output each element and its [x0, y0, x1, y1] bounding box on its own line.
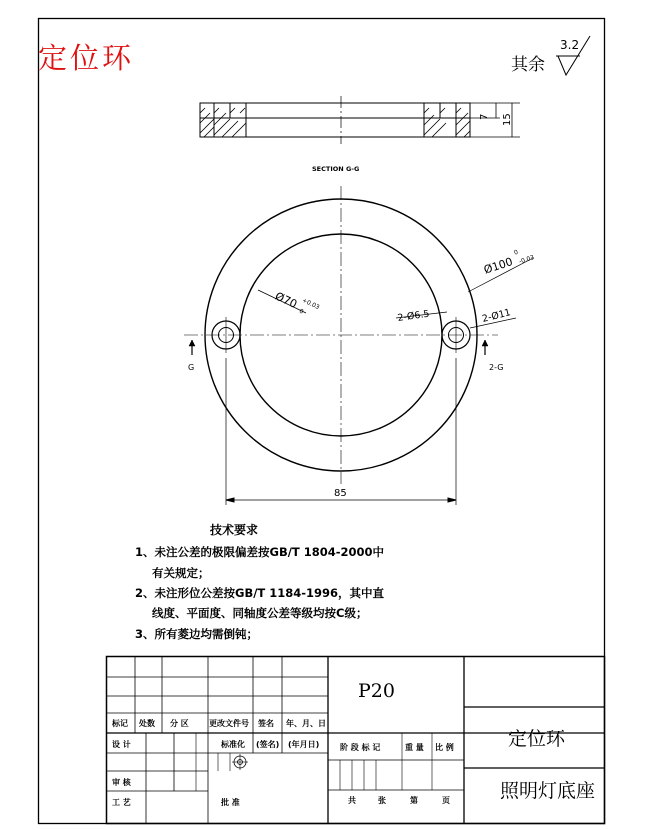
sheet-total-label: 共	[348, 796, 356, 805]
svg-text:+0.03: +0.03	[300, 296, 321, 312]
roughness-value: 3.2	[560, 38, 580, 52]
date-label: (年月日)	[288, 740, 320, 749]
dim-thick-small: 7	[479, 113, 490, 120]
page-label: 页	[442, 796, 450, 805]
rev-header-count: 处数	[139, 719, 155, 728]
dim-inner-diameter	[273, 286, 321, 321]
sheet-unit-label: 张	[378, 796, 386, 805]
rev-header-mark: 标记	[112, 719, 128, 728]
part-name: 定位环	[508, 728, 566, 750]
material-label: P20	[358, 680, 395, 702]
note-line-4: 线度、平面度、同轴度公差等级均按C级；	[152, 606, 368, 620]
drawing-frame	[39, 19, 605, 824]
note-line-3: 2、未注形位公差按GB/T 1184-1996，其中直	[135, 586, 385, 600]
note-line-2: 有关规定；	[152, 566, 210, 580]
signature-label: (签名)	[256, 740, 280, 749]
note-line-1: 1、未注公差的极限偏差按GB/T 1804-2000中	[135, 545, 385, 559]
dim-outer-diameter	[481, 245, 535, 277]
standardization-label: 标准化	[221, 740, 245, 749]
roughness-prefix: 其余	[511, 55, 545, 75]
cut-label-left: G	[188, 363, 195, 372]
rev-header-docno: 更改文件号	[209, 719, 249, 728]
section-label: SECTION G-G	[312, 165, 360, 173]
corner-title: 定位环	[38, 41, 135, 75]
process-label: 工 艺	[112, 798, 131, 807]
scale-header: 比 例	[435, 743, 454, 752]
plan-view	[184, 186, 536, 505]
weight-header: 重 量	[405, 743, 424, 752]
note-line-5: 3、所有菱边均需倒钝；	[135, 627, 259, 641]
dim-hole-large: 2-Ø11	[481, 307, 512, 325]
svg-text:Ø70: Ø70	[273, 289, 300, 311]
assembly-name: 照明灯底座	[500, 780, 596, 802]
rev-header-date: 年、月、日	[286, 719, 326, 728]
rev-header-signature: 签名	[258, 719, 274, 728]
section-view	[200, 96, 520, 144]
dim-hole-small: 2-Ø6.5	[396, 308, 431, 324]
svg-text:0: 0	[297, 307, 305, 316]
cut-label-right: 2-G	[489, 363, 504, 372]
svg-text:0: 0	[513, 248, 520, 257]
notes-title: 技术要求	[210, 523, 259, 537]
svg-text:-0.03: -0.03	[518, 254, 536, 266]
rev-header-zone: 分 区	[170, 719, 189, 728]
approve-label: 批 准	[221, 798, 240, 807]
svg-text:Ø100: Ø100	[482, 255, 515, 277]
stage-mark-header: 阶 段 标 记	[340, 743, 381, 752]
dim-pitch: 85	[334, 488, 347, 499]
sheet-number-label: 第	[410, 796, 418, 805]
design-label: 设 计	[112, 740, 131, 749]
dim-thick-total: 15	[502, 113, 513, 126]
review-label: 审 核	[112, 778, 131, 787]
